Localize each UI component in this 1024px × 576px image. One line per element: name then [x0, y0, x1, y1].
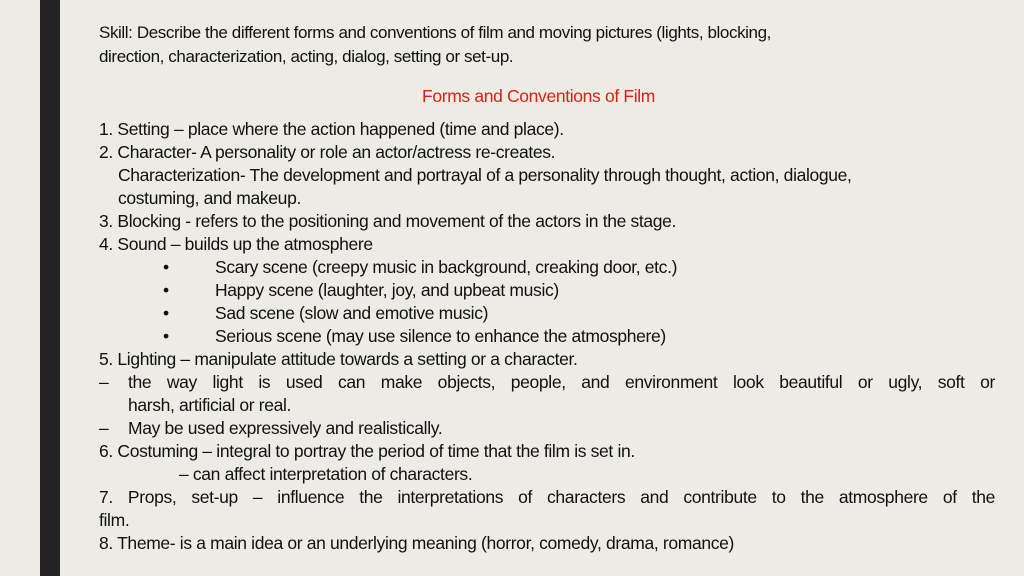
- left-accent-bar: [40, 0, 60, 576]
- item-characterization-2: costuming, and makeup.: [118, 188, 301, 208]
- skill-line-1: Skill: Describe the different forms and conventions of film and moving pictures (lights, blocking,: [99, 23, 771, 42]
- bullet-icon: •: [163, 303, 169, 323]
- sound-bullet-1: Scary scene (creepy music in background, creaking door, etc.): [215, 257, 678, 277]
- lighting-sub-1b: harsh, artificial or real.: [128, 395, 292, 415]
- item-props-2: film.: [99, 510, 130, 530]
- item-sound: 4. Sound – builds up the atmosphere: [99, 234, 373, 254]
- item-props-1: 7. Props, set-up – influence the interpretations of characters and contribute to the atmosphere of the: [99, 487, 995, 507]
- bullet-icon: •: [163, 326, 169, 346]
- item-character: 2. Character- A personality or role an actor/actress re-creates.: [99, 142, 556, 162]
- sound-bullet-3: Sad scene (slow and emotive music): [215, 303, 489, 323]
- item-theme: 8. Theme- is a main idea or an underlying meaning (horror, comedy, drama, romance): [99, 533, 734, 553]
- bullet-icon: •: [163, 257, 169, 277]
- item-blocking: 3. Blocking - refers to the positioning and movement of the actors in the stage.: [99, 211, 677, 231]
- sound-bullet-2: Happy scene (laughter, joy, and upbeat music): [215, 280, 559, 300]
- dash-icon: –: [99, 372, 109, 392]
- item-costuming: 6. Costuming – integral to portray the period of time that the film is set in.: [99, 441, 635, 461]
- bullet-icon: •: [163, 280, 169, 300]
- slide-content: [99, 0, 999, 576]
- item-lighting: 5. Lighting – manipulate attitude towards a setting or a character.: [99, 349, 578, 369]
- lighting-sub-1a: the way light is used can make objects, people, and environment look beautiful or ugly, soft or: [128, 372, 995, 392]
- sound-bullet-4: Serious scene (may use silence to enhance the atmosphere): [215, 326, 666, 346]
- lighting-sub-2: May be used expressively and realistically.: [128, 418, 443, 438]
- slide-heading: Forms and Conventions of Film: [422, 86, 655, 106]
- dash-icon: –: [99, 418, 109, 438]
- costuming-sub: – can affect interpretation of characters.: [179, 464, 473, 484]
- item-characterization-1: Characterization- The development and portrayal of a personality through thought, action, dialogue,: [118, 165, 852, 185]
- skill-line-2: direction, characterization, acting, dialog, setting or set-up.: [99, 47, 514, 66]
- item-setting: 1. Setting – place where the action happened (time and place).: [99, 119, 564, 139]
